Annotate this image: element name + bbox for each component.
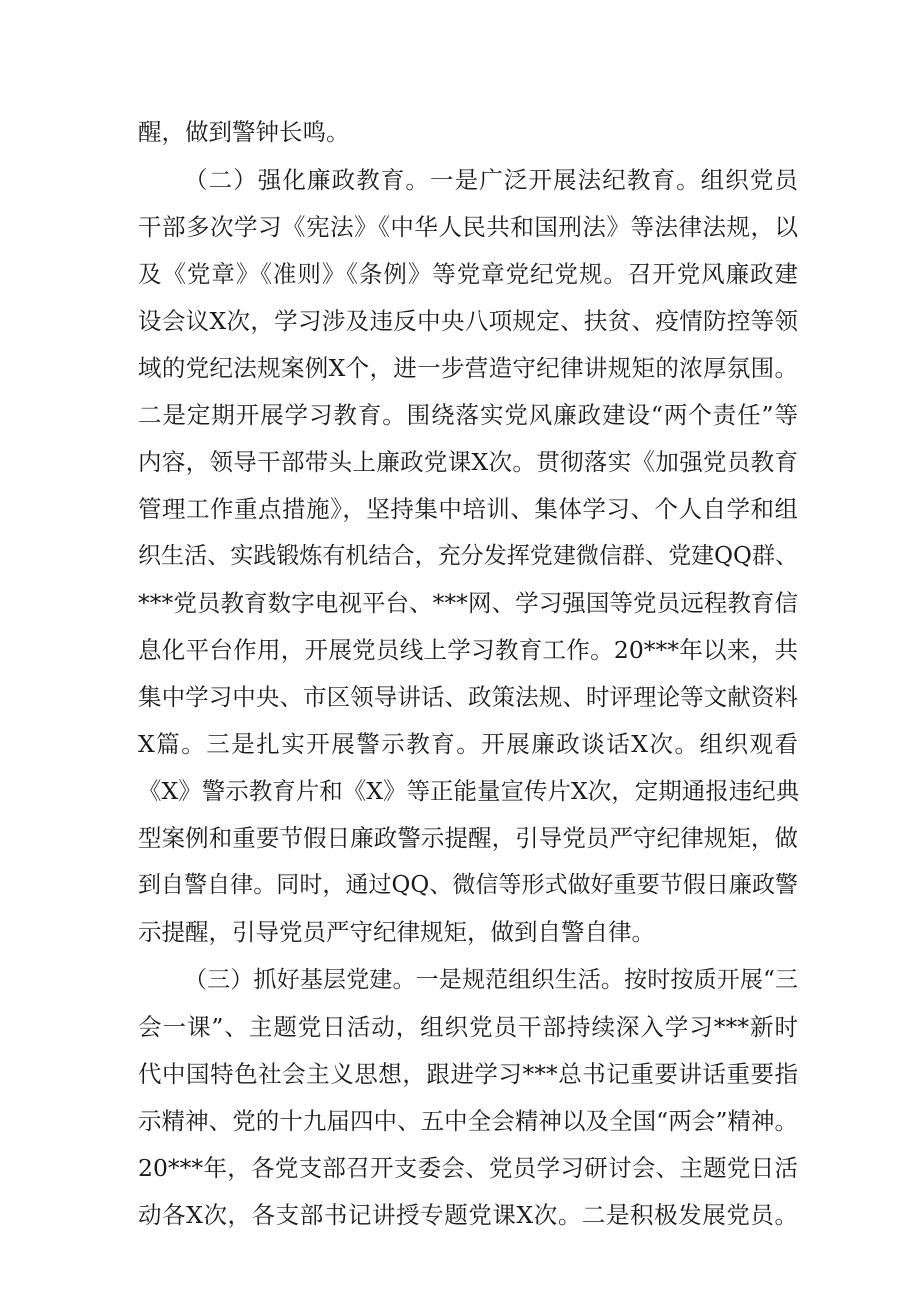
text-line: 示提醒，引导党员严守纪律规矩，做到自警自律。	[138, 918, 655, 946]
text-line: 管理工作重点措施》，坚持集中培训、集体学习、个人自学和组	[138, 495, 798, 523]
text-line: 型案例和重要节假日廉政警示提醒，引导党员严守纪律规矩，做	[138, 824, 798, 852]
text-line: 干部多次学习《宪法》《中华人民共和国刑法》等法律法规，以	[138, 213, 798, 241]
text-line: 及《党章》《准则》《条例》等党章党纪党规。召开党风廉政建	[138, 260, 798, 288]
text-line: 织生活、实践锻炼有机结合，充分发挥党建微信群、党建QQ群、	[138, 543, 798, 569]
text-line: 设会议X次，学习涉及违反中央八项规定、扶贫、疫情防控等领	[138, 307, 798, 335]
section-heading-line: （二）强化廉政教育。一是广泛开展法纪教育。组织党员	[184, 166, 798, 194]
text-line: 内容，领导干部带头上廉政党课X次。贯彻落实《加强党员教育	[138, 448, 798, 476]
text-line: 示精神、党的十九届四中、五中全会精神以及全国“两会”精神。	[138, 1107, 798, 1135]
text-line: 《X》警示教育片和《X》等正能量宣传片X次，定期通报违纪典	[138, 777, 800, 805]
section-heading-line: （三）抓好基层党建。一是规范组织生活。按时按质开展“三	[184, 967, 798, 993]
text-line: 醒，做到警钟长鸣。	[138, 118, 350, 146]
text-line: 域的党纪法规案例X个，进一步营造守纪律讲规矩的浓厚氛围。	[138, 354, 798, 382]
text-line: X篇。三是扎实开展警示教育。开展廉政谈话X次。组织观看	[138, 730, 798, 758]
text-line: 20***年，各党支部召开支委会、党员学习研讨会、主题党日活	[138, 1154, 798, 1182]
text-line: 二是定期开展学习教育。围绕落实党风廉政建设“两个责任”等	[138, 401, 798, 429]
text-line: 息化平台作用，开展党员线上学习教育工作。20***年以来，共	[138, 636, 798, 664]
text-line: 动各X次，各支部书记讲授专题党课X次。二是积极发展党员。	[138, 1201, 798, 1229]
text-line: ***党员教育数字电视平台、***网、学习强国等党员远程教育信	[138, 589, 798, 617]
text-line: 代中国特色社会主义思想，跟进学习***总书记重要讲话重要指	[138, 1060, 798, 1088]
text-line: 会一课”、主题党日活动，组织党员干部持续深入学习***新时	[138, 1013, 798, 1041]
text-line: 集中学习中央、市区领导讲话、政策法规、时评理论等文献资料	[138, 683, 798, 711]
text-line: 到自警自律。同时，通过QQ、微信等形式做好重要节假日廉政警	[138, 872, 798, 898]
